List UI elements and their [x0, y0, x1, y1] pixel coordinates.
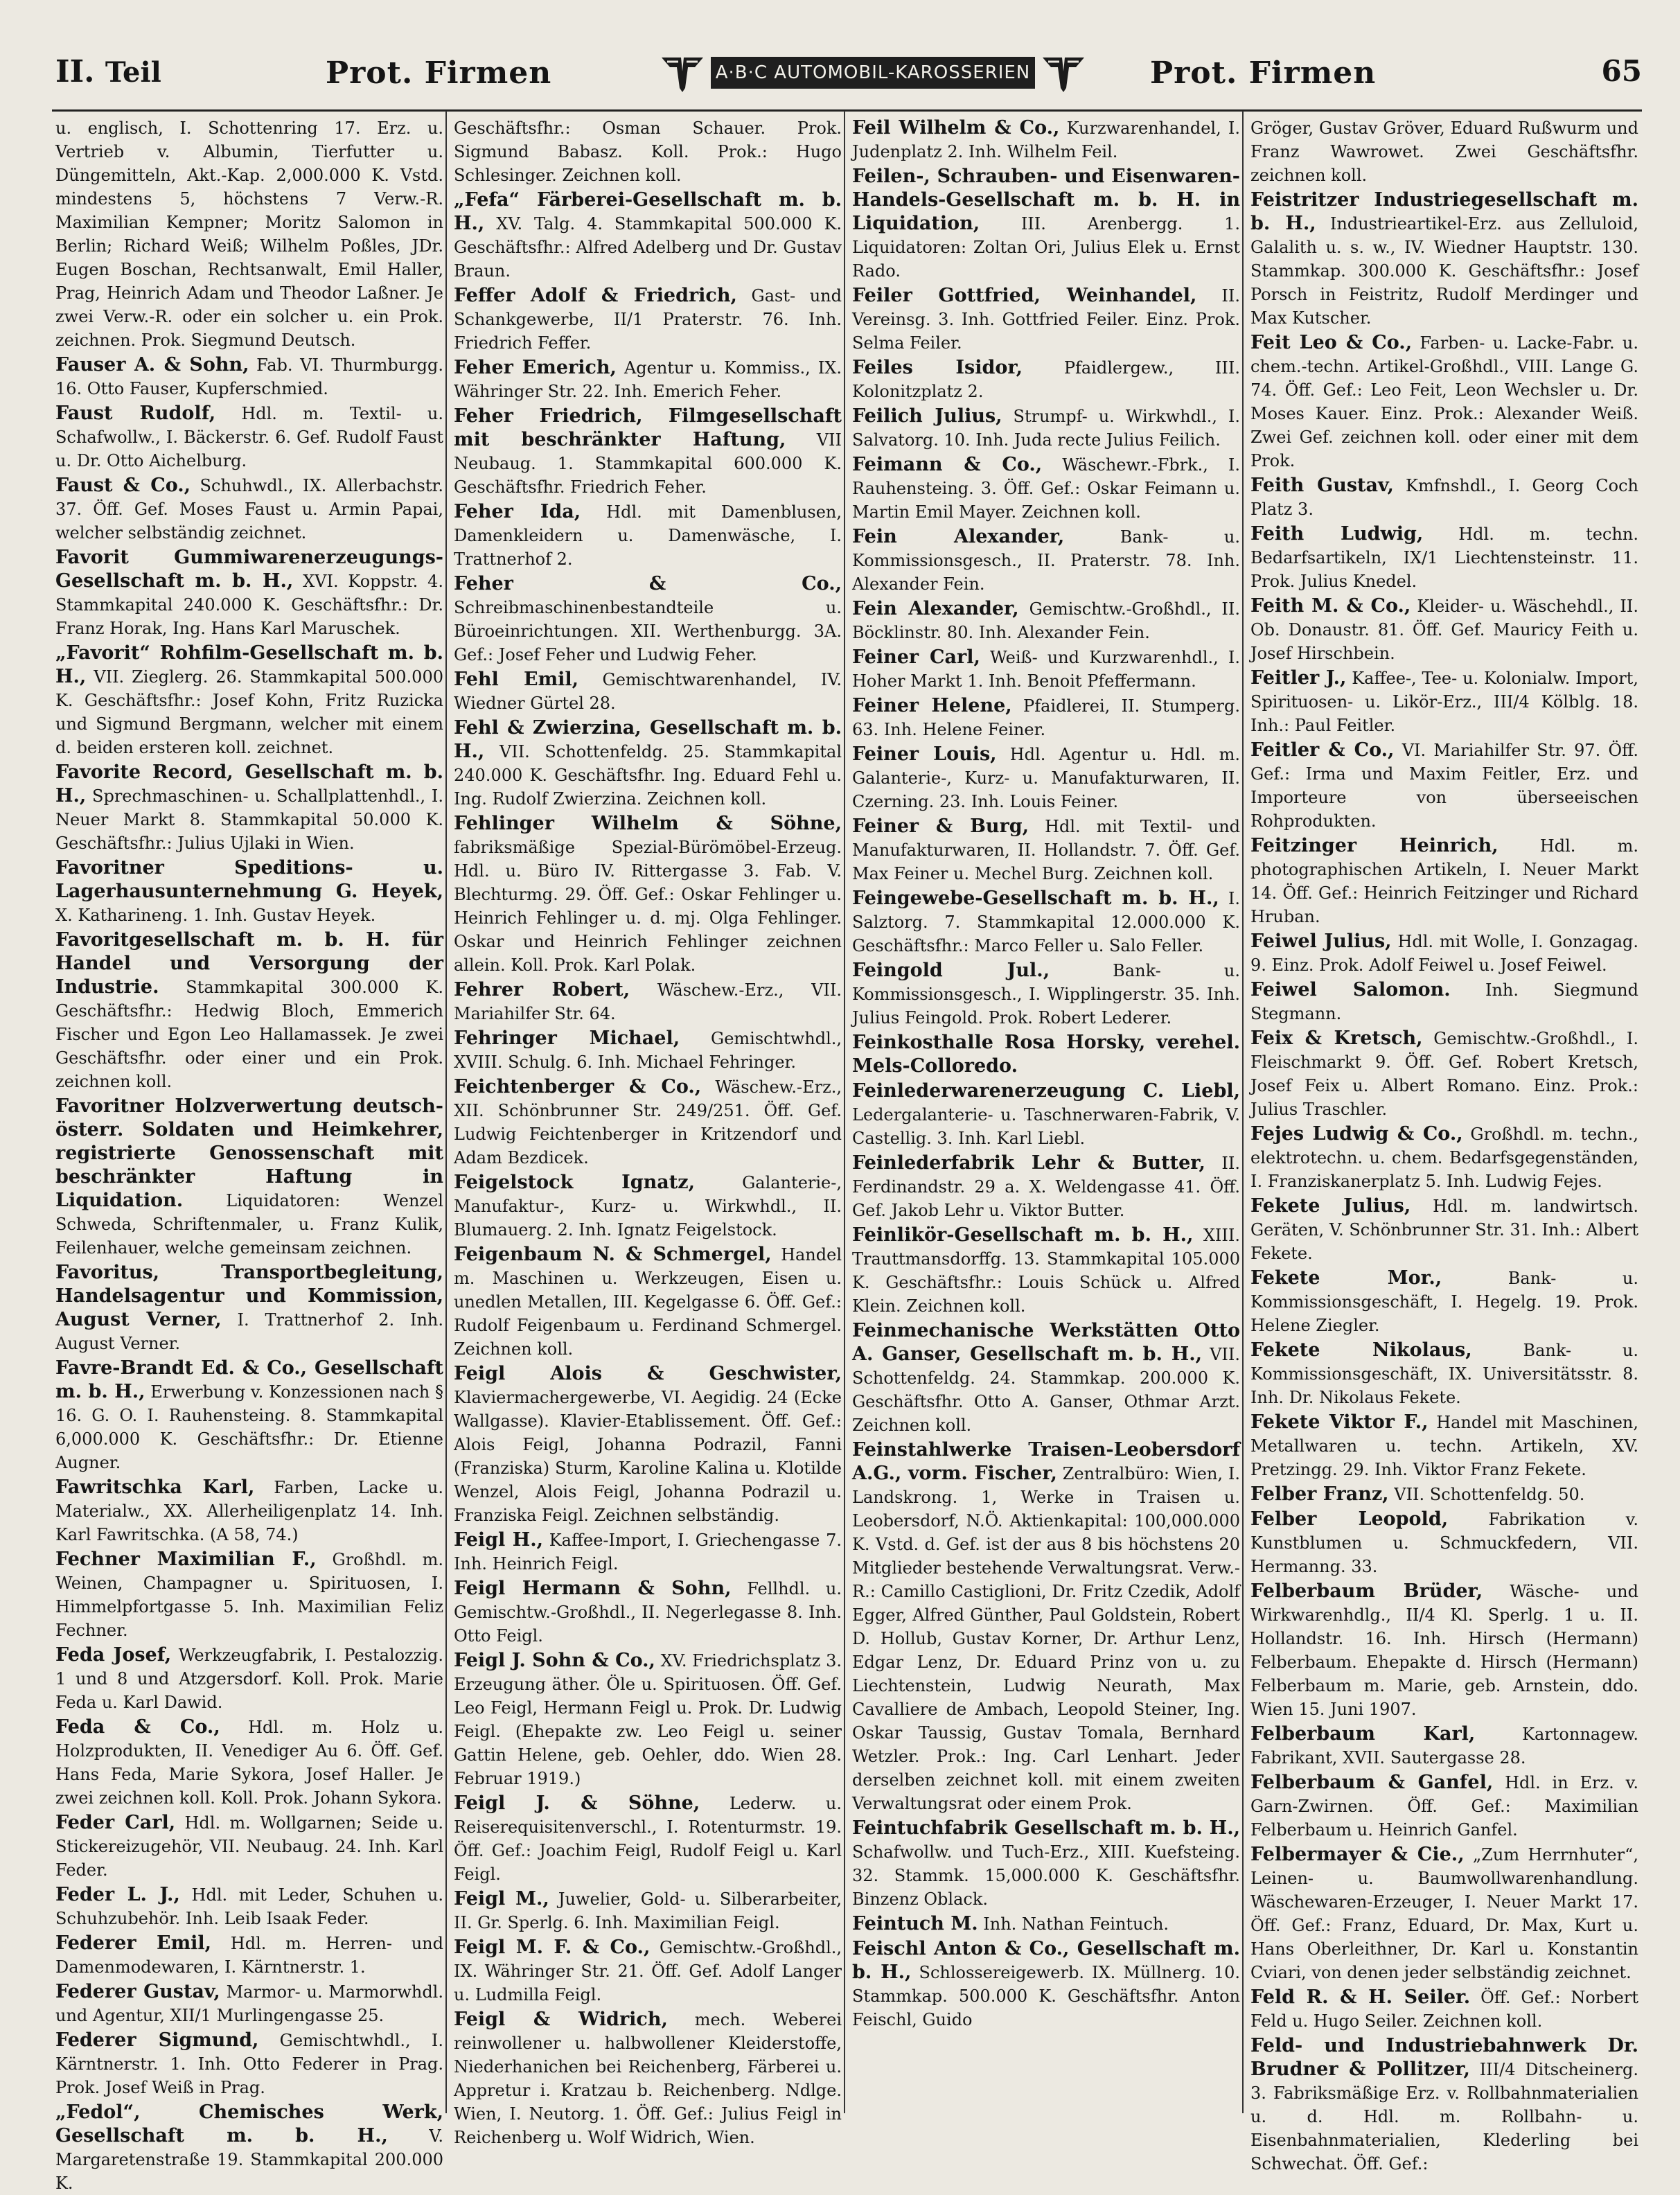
running-title-right: Prot. Firmen [1150, 55, 1377, 91]
column-divider [445, 111, 447, 2113]
firm-details: Hdl. mit Wolle, I. Gonzagag. 9. Einz. Prok. Adolf Feiwel u. Josef Feiwel. [1250, 932, 1638, 975]
firm-details: XVI. Koppstr. 4. Stammkapital 240.000 K. Geschäftsfhr.: Dr. Franz Horak, Ing. Hans Karl Maruschek. [55, 572, 443, 638]
firm-details: Bank- u. Kommissionsgesch., I. Wipplingerstr. 35. Inh. Julius Feingold. Prok. Robert Lederer. [852, 961, 1240, 1028]
firm-details: Kleider- u. Wäschehdl., II. Ob. Donaustr. 81. Öff. Gef. Mauricy Feith u. Josef Hirschbein. [1250, 597, 1638, 663]
firm-details: VII. Zieglerg. 26. Stammkapital 500.000 K. Geschäftsfhr.: Josef Kohn, Fritz Ruzicka und Sigmund Bergmann, welcher mit einem d. beiden ersteren koll. zeichnet. [55, 667, 443, 757]
firm-details: Gröger, Gustav Gröver, Eduard Rußwurm und Franz Wawrowet. Zwei Geschäftsfhr. zeichnen koll. [1250, 118, 1638, 185]
firm-details: Liquidatoren: Wenzel Schweda, Schriftenmaler, u. Franz Kulik, Feilenhauer, welche gemeinsam zeichnen. [55, 1191, 443, 1258]
firm-details: Agentur u. Kommiss., IX. Währinger Str. 22. Inh. Emerich Feher. [454, 358, 842, 401]
directory-entry [1250, 930, 1638, 977]
firm-name: Feintuch M. [852, 1913, 978, 1934]
column-4 [1250, 116, 1639, 2174]
firm-name: Felber Franz, [1250, 1483, 1389, 1505]
firm-details: Hdl. m. techn. Bedarfsartikeln, IX/1 Liechtensteinstr. 11. Prok. Julius Knedel. [1250, 524, 1638, 591]
firm-name: Feld- und Industriebahnwerk Dr. Brudner & Pollitzer, [1250, 2035, 1638, 2080]
firm-details: Kmfnshdl., I. Georg Coch Platz 3. [1250, 476, 1638, 519]
directory-entry [55, 642, 443, 759]
directory-entry [852, 1438, 1240, 1815]
firm-details: Hdl. mit Leder, Schuhen u. Schuhzubehör. Inh. Leib Isaak Feder. [55, 1885, 443, 1928]
firm-details: Kaffee-Import, I. Griechengasse 7. Inh. Heinrich Feigl. [454, 1531, 842, 1573]
directory-entry [1250, 1411, 1638, 1481]
firm-name: Feith Ludwig, [1250, 523, 1424, 545]
firm-name: Fehlinger Wilhelm & Söhne, [454, 813, 842, 834]
firm-details: III/4 Ditscheinerg. 3. Fabriksmäßige Erz. v. Rollbahnmaterialien u. d. Hdl. m. Rollbahn- u. Eisenbahnmaterialien, Klederling bei Schwechat. Öff. Gef.: [1250, 2060, 1638, 2174]
firm-name: Favoritgesellschaft m. b. H. für Handel und Versorgung der Industrie. [55, 929, 443, 998]
directory-entry [852, 694, 1240, 741]
directory-entry [55, 546, 443, 640]
section-number: II. [55, 54, 95, 89]
firm-name: Felberbaum Brüder, [1250, 1580, 1483, 1602]
directory-entry [55, 1643, 443, 1714]
firm-name: Feda Josef, [55, 1644, 172, 1666]
firm-name: Fauser A. & Sohn, [55, 354, 249, 376]
directory-entry [55, 1811, 443, 1882]
firm-details: Fellhdl. u. Gemischtw.-Großhdl., II. Negerlegasse 8. Inh. Otto Feigl. [454, 1579, 842, 1646]
directory-entry [1250, 1722, 1638, 1770]
directory-entry [852, 1031, 1240, 1078]
directory-entry [55, 761, 443, 855]
firm-name: Feiwel Julius, [1250, 931, 1392, 952]
directory-entry [852, 284, 1240, 355]
firm-details: Gast- und Schankgewerbe, II/1 Praterstr. 76. Inh. Friedrich Feffer. [454, 286, 842, 353]
firm-details: XV. Talg. 4. Stammkapital 500.000 K. Geschäftsfhr.: Alfred Adelberg und Dr. Gustav Braun. [454, 214, 842, 281]
firm-name: Feigl & Widrich, [454, 2009, 668, 2030]
firm-details: Gemischtwhdl., I. Kärntnerstr. 1. Inh. Otto Federer in Prag. Prok. Josef Weiß in Prag. [55, 2031, 443, 2097]
firm-details: Hdl. m. landwirtsch. Geräten, V. Schönbrunner Str. 31. Inh.: Albert Fekete. [1250, 1197, 1638, 1263]
firm-name: Feiner Carl, [852, 646, 980, 668]
directory-entry [454, 572, 842, 667]
firm-details: Handel mit Maschinen, Metallwaren u. techn. Artikeln, XV. Pretzingg. 29. Inh. Viktor Franz Fekete. [1250, 1413, 1638, 1479]
firm-details: Gemischtw.-Großhdl., I. Fleischmarkt 9. Öff. Gef. Robert Kretsch, Josef Feix u. Albert Romano. Einz. Prok.: Julius Traschler. [1250, 1029, 1638, 1119]
firm-details: Wäschew.-Erz., VII. Mariahilfer Str. 64. [454, 980, 842, 1023]
firm-details: Galanterie-, Manufaktur-, Kurz- u. Wirkwhdl., II. Blumauerg. 2. Inh. Ignatz Feigelstock. [454, 1173, 842, 1240]
directory-entry [1250, 739, 1638, 833]
directory-entry [1250, 116, 1638, 187]
firm-details: X. Katharineng. 1. Inh. Gustav Heyek. [55, 906, 376, 925]
directory-entry [1250, 331, 1638, 473]
directory-entry [852, 405, 1240, 452]
firm-details: Handel m. Maschinen u. Werkzeugen, Eisen u. unedlen Metallen, III. Kegelgasse 6. Öff. Gef.: Rudolf Feigenbaum u. Ferdinand Schmergel. Zeichnen koll. [454, 1245, 842, 1359]
directory-entry [852, 1224, 1240, 1318]
firm-name: Faust & Co., [55, 475, 191, 496]
firm-name: Faust Rudolf, [55, 403, 216, 424]
firm-details: V. Margaretenstraße 19. Stammkapital 200.000 K. [55, 2126, 443, 2193]
firm-name: Federer Sigmund, [55, 2029, 259, 2051]
firm-name: Feiler Gottfried, Weinhandel, [852, 285, 1197, 306]
firm-details: „Zum Herrnhuter“, Leinen- u. Baumwollwarenhandlung. Wäschewaren-Erzeuger, I. Neuer Markt 17. Öff. Gef.: Franz, Eduard, Dr. Max, Kurt u. Hans Oberleithner, Dr. Karl u. Konstantin Cviari, von denen jeder selbständig zeichnet. [1250, 1845, 1638, 1982]
firm-details: Gemischtw.-Großhdl., IX. Währinger Str. 21. Öff. Gef. Adolf Langer u. Ludmilla Feigl. [454, 1938, 842, 2004]
firm-name: Feiner Helene, [852, 695, 1012, 716]
column-1 [55, 116, 444, 2193]
firm-name: Feitler & Co., [1250, 739, 1395, 761]
firm-details: Kaffee-, Tee- u. Kolonialw. Import, Spirituosen- u. Likör-Erz., III/4 Kölblg. 18. Inh.: Paul Feitler. [1250, 669, 1638, 735]
firm-name: Feiner Louis, [852, 743, 997, 765]
firm-details: Kurzwarenhandel, I. Judenplatz 2. Inh. Wilhelm Feil. [852, 118, 1240, 161]
firm-details: Stammkapital 300.000 K. Geschäftsfhr.: Hedwig Bloch, Emmerich Fischer und Egon Leo Hallamassek. Je zwei Geschäftsfhr. oder einer und ein Prok. zeichnen koll. [55, 978, 443, 1091]
directory-entry [1250, 1771, 1638, 1842]
directory-entry [852, 1079, 1240, 1150]
firm-name: Favoritner Speditions- u. Lagerhausunternehmung G. Heyek, [55, 857, 443, 902]
firm-name: Fehl Emil, [454, 669, 579, 690]
firm-details: Pfaidlerei, II. Stumperg. 63. Inh. Helene Feiner. [852, 696, 1240, 739]
directory-entry [454, 1577, 842, 1648]
running-title-left: Prot. Firmen [326, 55, 552, 91]
directory-entry [454, 284, 842, 355]
firm-details: VII. Schottenfeldg. 24. Stammkap. 200.000 K. Geschäftsfhr. Otto A. Ganser, Othmar Arzt. Zeichnen koll. [852, 1345, 1241, 1435]
firm-details: XIII. Trauttmansdorffg. 13. Stammkapital 105.000 K. Geschäftsfhr.: Louis Schück u. Alfred Klein. Zeichnen koll. [852, 1226, 1240, 1316]
firm-details: Bank- u. Kommissionsgeschäft, IX. Universitätsstr. 8. Inh. Dr. Nikolaus Fekete. [1250, 1341, 1638, 1407]
firm-name: Fekete Mor., [1250, 1267, 1442, 1289]
directory-entry [1250, 1195, 1638, 1265]
firm-details: u. englisch, I. Schottenring 17. Erz. u. Vertrieb v. Albumin, Tierfutter u. Düngemitteln, Akt.-Kap. 2,000.000 K. Vstd. mindestens 5, höchstens 7 Verw.-R. Maximilian Kempner; Moritz Salomon in Berlin; Richard Weiß; Wilhelm Poßles, JDr. Eugen Boschan, Rechtsanwalt, Emil Haller, Prag, Heinrich Adam und Theodor Laßner. Je zwei Verw.-R. oder ein solcher u. ein Prok. zeichnen. Prok. Siegmund Deutsch. [55, 118, 443, 350]
column-3 [852, 116, 1240, 2112]
firm-name: Feigelstock Ignatz, [454, 1172, 695, 1193]
firm-details: Inh. Nathan Feintuch. [983, 1914, 1169, 1934]
firm-details: Pfaidlergew., III. Kolonitzplatz 2. [852, 358, 1240, 401]
firm-details: Werkzeugfabrik, I. Pestalozzig. 1 und 8 und Atzgersdorf. Koll. Prok. Marie Feda u. Karl Dawid. [55, 1646, 443, 1712]
firm-details: Öff. Gef.: Norbert Feld u. Hugo Seiler. Zeichnen koll. [1250, 1988, 1639, 2031]
firm-details: Geschäftsfhr.: Osman Schauer. Prok. Sigmund Babasz. Koll. Prok.: Hugo Schlesinger. Zeichnen koll. [454, 118, 842, 185]
directory-entry [1250, 474, 1638, 521]
firm-details: II. Ferdinandstr. 29 a. X. Weldengasse 41. Öff. Gef. Jakob Lehr u. Viktor Butter. [852, 1154, 1240, 1220]
firm-name: Feigl M. F. & Co., [454, 1937, 651, 1958]
firm-details: Klaviermachergewerbe, VI. Aegidig. 24 (Ecke Wallgasse). Klavier-Etablissement. Öff. Gef.: Alois Feigl, Johanna Podrazil, Fanni (Franziska) Sturm, Karoline Kalina u. Klotilde Wenzel, Alois Feigl, Johanna Podrazil u. Franziska Feigl. Zeichnen selbständig. [454, 1388, 842, 1525]
directory-entry [55, 116, 443, 352]
firm-details: fabriksmäßige Spezial-Bürömöbel-Erzeug. Hdl. u. Büro IV. Rittergasse 3. Fab. V. Blechturmg. 29. Öff. Gef.: Oskar Fehlinger u. Heinrich Fehlinger u. d. mj. Olga Fehlinger. Oskar und Heinrich Fehlinger zeichnen allein. Koll. Prok. Karl Polak. [454, 838, 842, 975]
firm-name: Feinlederwarenerzeugung C. Liebl, [852, 1080, 1240, 1102]
firm-name: Feistritzer Industriegesellschaft m. b. H., [1250, 189, 1638, 234]
directory-entry [55, 856, 443, 927]
firm-details: Wäschew.-Erz., XII. Schönbrunner Str. 249/251. Öff. Gef. Ludwig Feichtenberger in Kritzendorf und Adam Bezdicek. [454, 1077, 842, 1167]
firm-name: Feinkosthalle Rosa Horsky, verehel. Mels-Colloredo. [852, 1032, 1240, 1077]
firm-details: Gemischtwarenhandel, IV. Wiedner Gürtel 28. [454, 670, 842, 713]
directory-entry [1250, 522, 1638, 593]
firm-details: Wäschewr.-Fbrk., I. Rauhensteing. 3. Öff. Gef.: Oskar Feimann u. Martin Emil Mayer. Zeichnen koll. [852, 455, 1241, 522]
directory-entry [55, 1932, 443, 1979]
firm-name: Feiles Isidor, [852, 357, 1023, 378]
firm-name: Feinlikör-Gesellschaft m. b. H., [852, 1224, 1194, 1246]
firm-name: Feilen-, Schrauben- und Eisenwaren-Handels-Gesellschaft m. b. H. in Liquidation, [852, 166, 1240, 234]
firm-details: VI. Mariahilfer Str. 97. Öff. Gef.: Irma und Maxim Feitler, Erz. und Importeure von überseeischen Rohprodukten. [1250, 741, 1638, 831]
page-header [42, 49, 1642, 103]
firm-details: Hdl. m. Herren- und Damenmodewaren, I. Kärntnerstr. 1. [55, 1934, 443, 1977]
firm-name: Feld R. & H. Seiler. [1250, 1986, 1471, 2008]
firm-name: Feit Leo & Co., [1250, 332, 1413, 353]
directory-entry [852, 887, 1240, 958]
firm-name: Fejes Ludwig & Co., [1250, 1123, 1463, 1145]
firm-details: Schuhwdl., IX. Allerbachstr. 37. Öff. Gef. Moses Faust u. Armin Papai, welcher selbständig zeichnet. [55, 476, 443, 543]
firm-name: Fehl & Zwierzina, Gesellschaft m. b. H., [454, 717, 842, 762]
directory-entry [852, 959, 1240, 1030]
directory-entry [1250, 1122, 1638, 1193]
directory-entry [454, 1887, 842, 1934]
firm-name: Feichtenberger & Co., [454, 1076, 702, 1098]
wings-emblem-icon [658, 51, 707, 95]
firm-name: Fekete Nikolaus, [1250, 1339, 1472, 1361]
firm-name: Feischl Anton & Co., Gesellschaft m. b. H., [852, 1938, 1240, 1983]
firm-details: I. Trattnerhof 2. Inh. August Verner. [55, 1310, 444, 1353]
directory-entry [1250, 1483, 1638, 1506]
firm-details: Hdl. Agentur u. Hdl. m. Galanterie-, Kurz- u. Manufakturwaren, II. Czerning. 23. Inh. Louis Feiner. [852, 745, 1240, 811]
firm-name: Feigenbaum N. & Schmergel, [454, 1244, 772, 1265]
directory-entry [55, 1476, 443, 1546]
firm-details: mech. Weberei reinwollener u. halbwollener Kleiderstoffe, Niederhanichen bei Reichenberg, Färberei u. Appretur i. Kratzau b. Reichenberg. Ndlge. Wien, I. Neutorg. 1. Öff. Gef.: Julius Feigl in Reichenberg u. Wolf Widrich, Wien. [454, 2010, 842, 2147]
firm-name: Feigl M., [454, 1888, 549, 1910]
directory-entry [55, 2101, 443, 2195]
column-divider [844, 111, 845, 2113]
firm-name: Feigl H., [454, 1529, 544, 1551]
firm-details: Großhdl. m. Weinen, Champagner u. Spirituosen, I. Himmelpfortgasse 5. Inh. Maximilian Feliz Fechner. [55, 1550, 443, 1640]
directory-entry [852, 165, 1240, 283]
firm-name: Feitzinger Heinrich, [1250, 835, 1498, 856]
firm-name: Feigl Hermann & Sohn, [454, 1578, 732, 1599]
directory-entry [454, 668, 842, 715]
firm-details: Hdl. m. Textil- u. Schafwollw., I. Bäckerstr. 6. Gef. Rudolf Faust u. Dr. Otto Aichelburg. [55, 404, 443, 470]
firm-details: Strumpf- u. Wirkwhdl., I. Salvatorg. 10. Inh. Juda recte Julius Feilich. [852, 407, 1240, 450]
firm-name: Feder Carl, [55, 1812, 176, 1833]
directory-entry [852, 453, 1240, 524]
directory-entry [1250, 1843, 1638, 1984]
firm-name: Feingold Jul., [852, 960, 1050, 981]
firm-name: Feix & Kretsch, [1250, 1028, 1423, 1049]
directory-entry [1250, 1027, 1638, 1121]
firm-name: Felbermayer & Cie., [1250, 1844, 1465, 1865]
firm-name: Fechner Maximilian F., [55, 1549, 317, 1570]
firm-name: Fekete Julius, [1250, 1195, 1411, 1217]
firm-details: Fab. VI. Thurmburgg. 16. Otto Fauser, Kupferschmied. [55, 355, 444, 398]
directory-entry [55, 474, 443, 545]
directory-entry [852, 815, 1240, 885]
directory-entry [852, 646, 1240, 693]
directory-entry [852, 116, 1240, 164]
firm-name: Feil Wilhelm & Co., [852, 117, 1060, 139]
directory-entry [852, 1912, 1240, 1936]
firm-details: Gemischtw.-Großhdl., II. Böcklinstr. 80. Inh. Alexander Fein. [852, 599, 1241, 642]
header-rule [52, 109, 1642, 112]
directory-entry [1250, 1508, 1638, 1578]
firm-details: Gemischtwhdl., XVIII. Schulg. 6. Inh. Michael Fehringer. [454, 1029, 842, 1072]
firm-name: Fehrer Robert, [454, 979, 630, 1000]
firm-name: Feiwel Salomon. [1250, 979, 1451, 1000]
directory-entry [1250, 2034, 1638, 2176]
directory-entry [852, 1817, 1240, 1911]
firm-name: Feimann & Co., [852, 454, 1043, 475]
firm-name: Fehringer Michael, [454, 1028, 680, 1049]
page-number: 65 [1601, 54, 1642, 88]
column-2 [454, 116, 842, 2147]
firm-details: Hdl. mit Textil- und Manufakturwaren, II. Hollandstr. 7. Öff. Gef. Max Feiner u. Mechel Burg. Zeichnen koll. [852, 817, 1241, 883]
directory-entry [55, 402, 443, 473]
firm-name: Felberbaum & Ganfel, [1250, 1772, 1494, 1793]
firm-details: Wäsche- und Wirkwarenhdlg., II/4 Kl. Sperlg. 1 u. II. Hollandstr. 16. Inh. Hirsch (Hermann) Felberbaum. Ehepakte d. Hirsch (Hermann) Felberbaum m. Marie, geb. Arnstein, ddo. Wien 15. Juni 1907. [1250, 1582, 1638, 1719]
directory-entry [55, 1095, 443, 1260]
firm-name: Feher Ida, [454, 501, 581, 522]
directory-entry [454, 500, 842, 571]
directory-entry [1250, 834, 1638, 928]
directory-entry [1250, 594, 1638, 665]
directory-entry [852, 356, 1240, 403]
directory-entry [454, 1936, 842, 2007]
firm-name: Favorit Gummiwarenerzeugungs-Gesellschaft m. b. H., [55, 547, 443, 592]
directory-entry [454, 1362, 842, 1527]
firm-name: Federer Gustav, [55, 1981, 220, 2002]
directory-entry [852, 743, 1240, 813]
firm-details: Fabrikation v. Kunstblumen u. Schmuckfedern, VII. Hermanng. 33. [1250, 1510, 1638, 1576]
firm-details: Sprechmaschinen- u. Schallplattenhdl., I. Neuer Markt 8. Stammkapital 50.000 K. Geschäftsfhr.: Julius Ujlaki in Wien. [55, 786, 443, 853]
firm-details: Juwelier, Gold- u. Silberarbeiter, II. Gr. Sperlg. 6. Inh. Maximilian Feigl. [454, 1889, 842, 1932]
firm-details: Ledergalanterie- u. Taschnerwaren-Fabrik, V. Castellig. 3. Inh. Karl Liebl. [852, 1105, 1240, 1148]
firm-details: Kartonnagew. Fabrikant, XVII. Sautergasse 28. [1250, 1725, 1638, 1768]
directory-entry [454, 812, 842, 977]
directory-entry [852, 1152, 1240, 1222]
directory-entry [454, 716, 842, 811]
directory-entry [55, 928, 443, 1093]
firm-details: Inh. Siegmund Stegmann. [1250, 980, 1638, 1023]
firm-details: Hdl. m. Holz u. Holzprodukten, II. Venediger Au 6. Öff. Gef. Hans Feda, Marie Sykora, Josef Haller. Je zwei zeichnen koll. Koll. Prok. Johann Sykora. [55, 1718, 443, 1808]
firm-details: III. Arenbergg. 1. Liquidatoren: Zoltan Ori, Julius Elek u. Ernst Rado. [852, 214, 1240, 281]
directory-entry [55, 1980, 443, 2027]
directory-entry [454, 978, 842, 1025]
firm-name: Feinlederfabrik Lehr & Butter, [852, 1152, 1205, 1174]
firm-name: Favre-Brandt Ed. & Co., Gesellschaft m. b. H., [55, 1357, 443, 1402]
column-divider [1242, 111, 1244, 2113]
firm-details: VII Neubaug. 1. Stammkapital 600.000 K. Geschäftsfhr. Friedrich Feher. [454, 430, 842, 497]
directory-entry [1250, 1339, 1638, 1409]
directory-entry [1250, 1580, 1638, 1721]
firm-name: Feinmechanische Werkstätten Otto A. Ganser, Gesellschaft m. b. H., [852, 1320, 1240, 1365]
firm-name: Fein Alexander, [852, 526, 1065, 547]
firm-name: Feith M. & Co., [1250, 595, 1411, 617]
directory-entry [1250, 1986, 1638, 2033]
firm-details: Hdl. mit Damenblusen, Damenkleidern u. Damenwäsche, I. Trattnerhof 2. [454, 502, 842, 569]
firm-details: Industrieartikel-Erz. aus Zelluloid, Galalith u. s. w., IV. Wiedner Hauptstr. 130. Stammkap. 300.000 K. Geschäftsfhr.: Josef Porsch in Feistritz, Rudolf Merdinger und Max Kutscher. [1250, 214, 1638, 328]
directory-entry [454, 116, 842, 187]
directory-entry [55, 1548, 443, 1642]
directory-entry [454, 1649, 842, 1790]
firm-name: Felber Leopold, [1250, 1508, 1449, 1530]
firm-name: Feitler J., [1250, 667, 1347, 689]
firm-name: Feher Emerich, [454, 357, 617, 378]
directory-entry [55, 1716, 443, 1810]
firm-name: Feintuchfabrik Gesellschaft m. b. H., [852, 1817, 1240, 1839]
directory-entry [55, 2029, 443, 2099]
firm-details: I. Salztorg. 7. Stammkapital 12.000.000 K. Geschäftsfhr.: Marco Feller u. Salo Feller. [852, 889, 1240, 955]
firm-details: Schlossereigewerb. IX. Müllnerg. 10. Stammkap. 500.000 K. Geschäftsfhr. Anton Feischl, Guido [852, 1963, 1241, 2029]
directory-entry [1250, 188, 1638, 330]
directory-entry [55, 1883, 443, 1930]
firm-name: Feiner & Burg, [852, 816, 1029, 837]
firm-details: Lederw. u. Reiserequisitenverschl., I. Rotenturmstr. 19. Öff. Gef.: Joachim Feigl, Rudolf Feigl u. Karl Feigl. [454, 1794, 842, 1884]
firm-name: Feffer Adolf & Friedrich, [454, 285, 737, 306]
firm-name: Feigl J. Sohn & Co., [454, 1650, 655, 1671]
firm-name: Feigl J. & Söhne, [454, 1792, 700, 1814]
directory-entry [454, 356, 842, 403]
firm-name: Feher Friedrich, Filmgesellschaft mit beschränkter Haftung, [454, 405, 842, 450]
firm-details: Bank- u. Kommissionsgeschäft, I. Hegelg. 19. Prok. Helene Ziegler. [1250, 1269, 1638, 1335]
firm-details: Großhdl. m. techn., elektrotechn. u. chem. Bedarfsgegenständen, I. Franziskanerplatz 5. Inh. Ludwig Fejes. [1250, 1125, 1638, 1191]
directory-entry [852, 1319, 1240, 1437]
firm-name: Feher & Co., [454, 573, 842, 594]
firm-details: Farben- u. Lacke-Fabr. u. chem.-techn. Artikel-Großhdl., VIII. Lange G. 74. Öff. Gef.: Leo Feit, Leon Wechsler u. Dr. Moses Kauer. Einz. Prok.: Alexander Weiß. Zwei Gef. zeichnen koll. oder einer mit dem Prok. [1250, 333, 1638, 470]
firm-name: Feda & Co., [55, 1716, 220, 1738]
wings-emblem-icon [1039, 51, 1088, 95]
directory-entry [1250, 1267, 1638, 1337]
firm-name: Feith Gustav, [1250, 475, 1394, 496]
firm-name: „Fedol“, Chemisches Werk, Gesellschaft m. b. H., [55, 2101, 443, 2146]
section-suffix: Teil [105, 56, 161, 89]
firm-name: Federer Emil, [55, 1932, 212, 1954]
firm-details: Hdl. in Erz. v. Garn-Zwirnen. Öff. Gef.: Maximilian Felberbaum u. Heinrich Ganfel. [1250, 1773, 1638, 1840]
directory-entry [454, 405, 842, 499]
directory-entry [852, 597, 1240, 644]
firm-details: Schreibmaschinenbestandteile u. Büroeinrichtungen. XII. Werthenburgg. 3A. Gef.: Josef Feher und Ludwig Feher. [454, 598, 842, 664]
directory-entry [454, 188, 842, 283]
directory-entry [55, 353, 443, 400]
firm-details: Farben, Lacke u. Materialw., XX. Allerheiligenplatz 14. Inh. Karl Fawritschka. (A 58, 74.) [55, 1478, 443, 1544]
firm-name: Feinstahlwerke Traisen-Leobersdorf A.G., vorm. Fischer, [852, 1439, 1240, 1484]
directory-entry [55, 1357, 443, 1474]
firm-details: Erwerbung v. Konzessionen nach § 16. G. O. I. Rauhensteing. 8. Stammkapital 6,000.000 K. Geschäftsfhr.: Dr. Etienne Augner. [55, 1382, 443, 1472]
firm-details: VII. Schottenfeldg. 50. [1394, 1485, 1585, 1504]
directory-entry [454, 1243, 842, 1361]
firm-name: Fekete Viktor F., [1250, 1411, 1429, 1433]
firm-details: Schafwollw. und Tuch-Erz., XIII. Kuefsteing. 32. Stammk. 15,000.000 K. Geschäftsfhr. Binzenz Oblack. [852, 1842, 1240, 1909]
firm-details: Zentralbüro: Wien, I. Landskrong. 1, Werke in Traisen u. Leobersdorf, N.Ö. Aktienkapital: 100,000.000 K. Vstd. d. Gef. ist der aus 8 bis höchstens 20 Mitglieder bestehende Verwaltungsrat. Verw.-R.: Camillo Castiglioni, Dr. Fritz Czedik, Adolf Egger, Alfred Günther, Paul Goldstein, Robert D. Hollub, Gustav Korner, Dr. Arthur Lenz, Edgar Lenz, Dr. Eduard Prinz von u. zu Liechtenstein, Ludwig Neurath, Max Cavalliere de Ambach, Leopold Steiner, Ing. Oskar Taussig, Gustav Tomala, Bernhard Wetzler. Prok.: Ing. Carl Lenhart. Jeder derselben zeichnet koll. mit einem zweiten Verwaltungsrat oder einem Prok. [852, 1464, 1241, 1813]
firm-name: „Favorit“ Rohfilm-Gesellschaft m. b. H., [55, 642, 443, 687]
firm-name: Favoritus, Transportbegleitung, Handelsagentur und Kommission, August Verner, [55, 1262, 443, 1330]
section-label [55, 54, 161, 89]
firm-name: Feder L. J., [55, 1884, 180, 1905]
directory-entry [1250, 978, 1638, 1025]
directory-entry [454, 1027, 842, 1074]
firm-details: VII. Schottenfeldg. 25. Stammkapital 240.000 K. Geschäftsfhr. Ing. Eduard Fehl u. Ing. Rudolf Zwierzina. Zeichnen koll. [454, 742, 842, 809]
firm-details: Weiß- und Kurzwarenhdl., I. Hoher Markt 1. Inh. Benoit Pfeffermann. [852, 648, 1240, 691]
firm-details: XV. Friedrichsplatz 3. Erzeugung äther. Öle u. Spirituosen. Öff. Gef. Leo Feigl, Hermann Feigl u. Prok. Dr. Ludwig Feigl. (Ehepakte zw. Leo Feigl u. seiner Gattin Helene, geb. Oehler, ddo. Wien 28. Februar 1919.) [454, 1651, 842, 1788]
directory-entry [454, 1075, 842, 1170]
firm-name: „Fefa“ Färberei-Gesellschaft m. b. H., [454, 189, 842, 234]
firm-name: Favorite Record, Gesellschaft m. b. H., [55, 761, 443, 806]
firm-details: II. Vereinsg. 3. Inh. Gottfried Feiler. Einz. Prok. Selma Feiler. [852, 286, 1240, 353]
directory-entry [55, 1261, 443, 1355]
directory-entry [454, 2008, 842, 2149]
firm-name: Feigl Alois & Geschwister, [454, 1363, 842, 1384]
directory-entry [852, 525, 1240, 596]
firm-name: Favoritner Holzverwertung deutsch-österr. Soldaten und Heimkehrer, registrierte Genossenschaft mit beschränkter Haftung in Liquidation. [55, 1095, 443, 1211]
directory-entry [852, 1937, 1240, 2031]
directory-entry [454, 1792, 842, 1886]
header-advert [658, 49, 1088, 97]
firm-name: Feilich Julius, [852, 405, 1002, 427]
firm-name: Feingewebe-Gesellschaft m. b. H., [852, 888, 1219, 909]
firm-details: Hdl. m. Wollgarnen; Seide u. Stickereizugehör, VII. Neubaug. 24. Inh. Karl Feder. [55, 1813, 443, 1880]
directory-entry [454, 1528, 842, 1576]
directory-entry [454, 1171, 842, 1242]
directory-entry [1250, 667, 1638, 737]
firm-details: Marmor- u. Marmorwhdl. und Agentur, XII/1 Murlingengasse 25. [55, 1982, 443, 2025]
firm-details: Hdl. m. photographischen Artikeln, I. Neuer Markt 14. Öff. Gef.: Heinrich Feitzinger und Richard Hruban. [1250, 836, 1638, 926]
firm-name: Fawritschka Karl, [55, 1476, 255, 1498]
advert-banner: A·B·C AUTOMOBIL-KAROSSERIEN [711, 57, 1035, 89]
firm-name: Fein Alexander, [852, 598, 1019, 619]
firm-details: Bank- u. Kommissionsgesch., II. Praterstr. 78. Inh. Alexander Fein. [852, 527, 1240, 594]
firm-name: Felberbaum Karl, [1250, 1723, 1476, 1745]
